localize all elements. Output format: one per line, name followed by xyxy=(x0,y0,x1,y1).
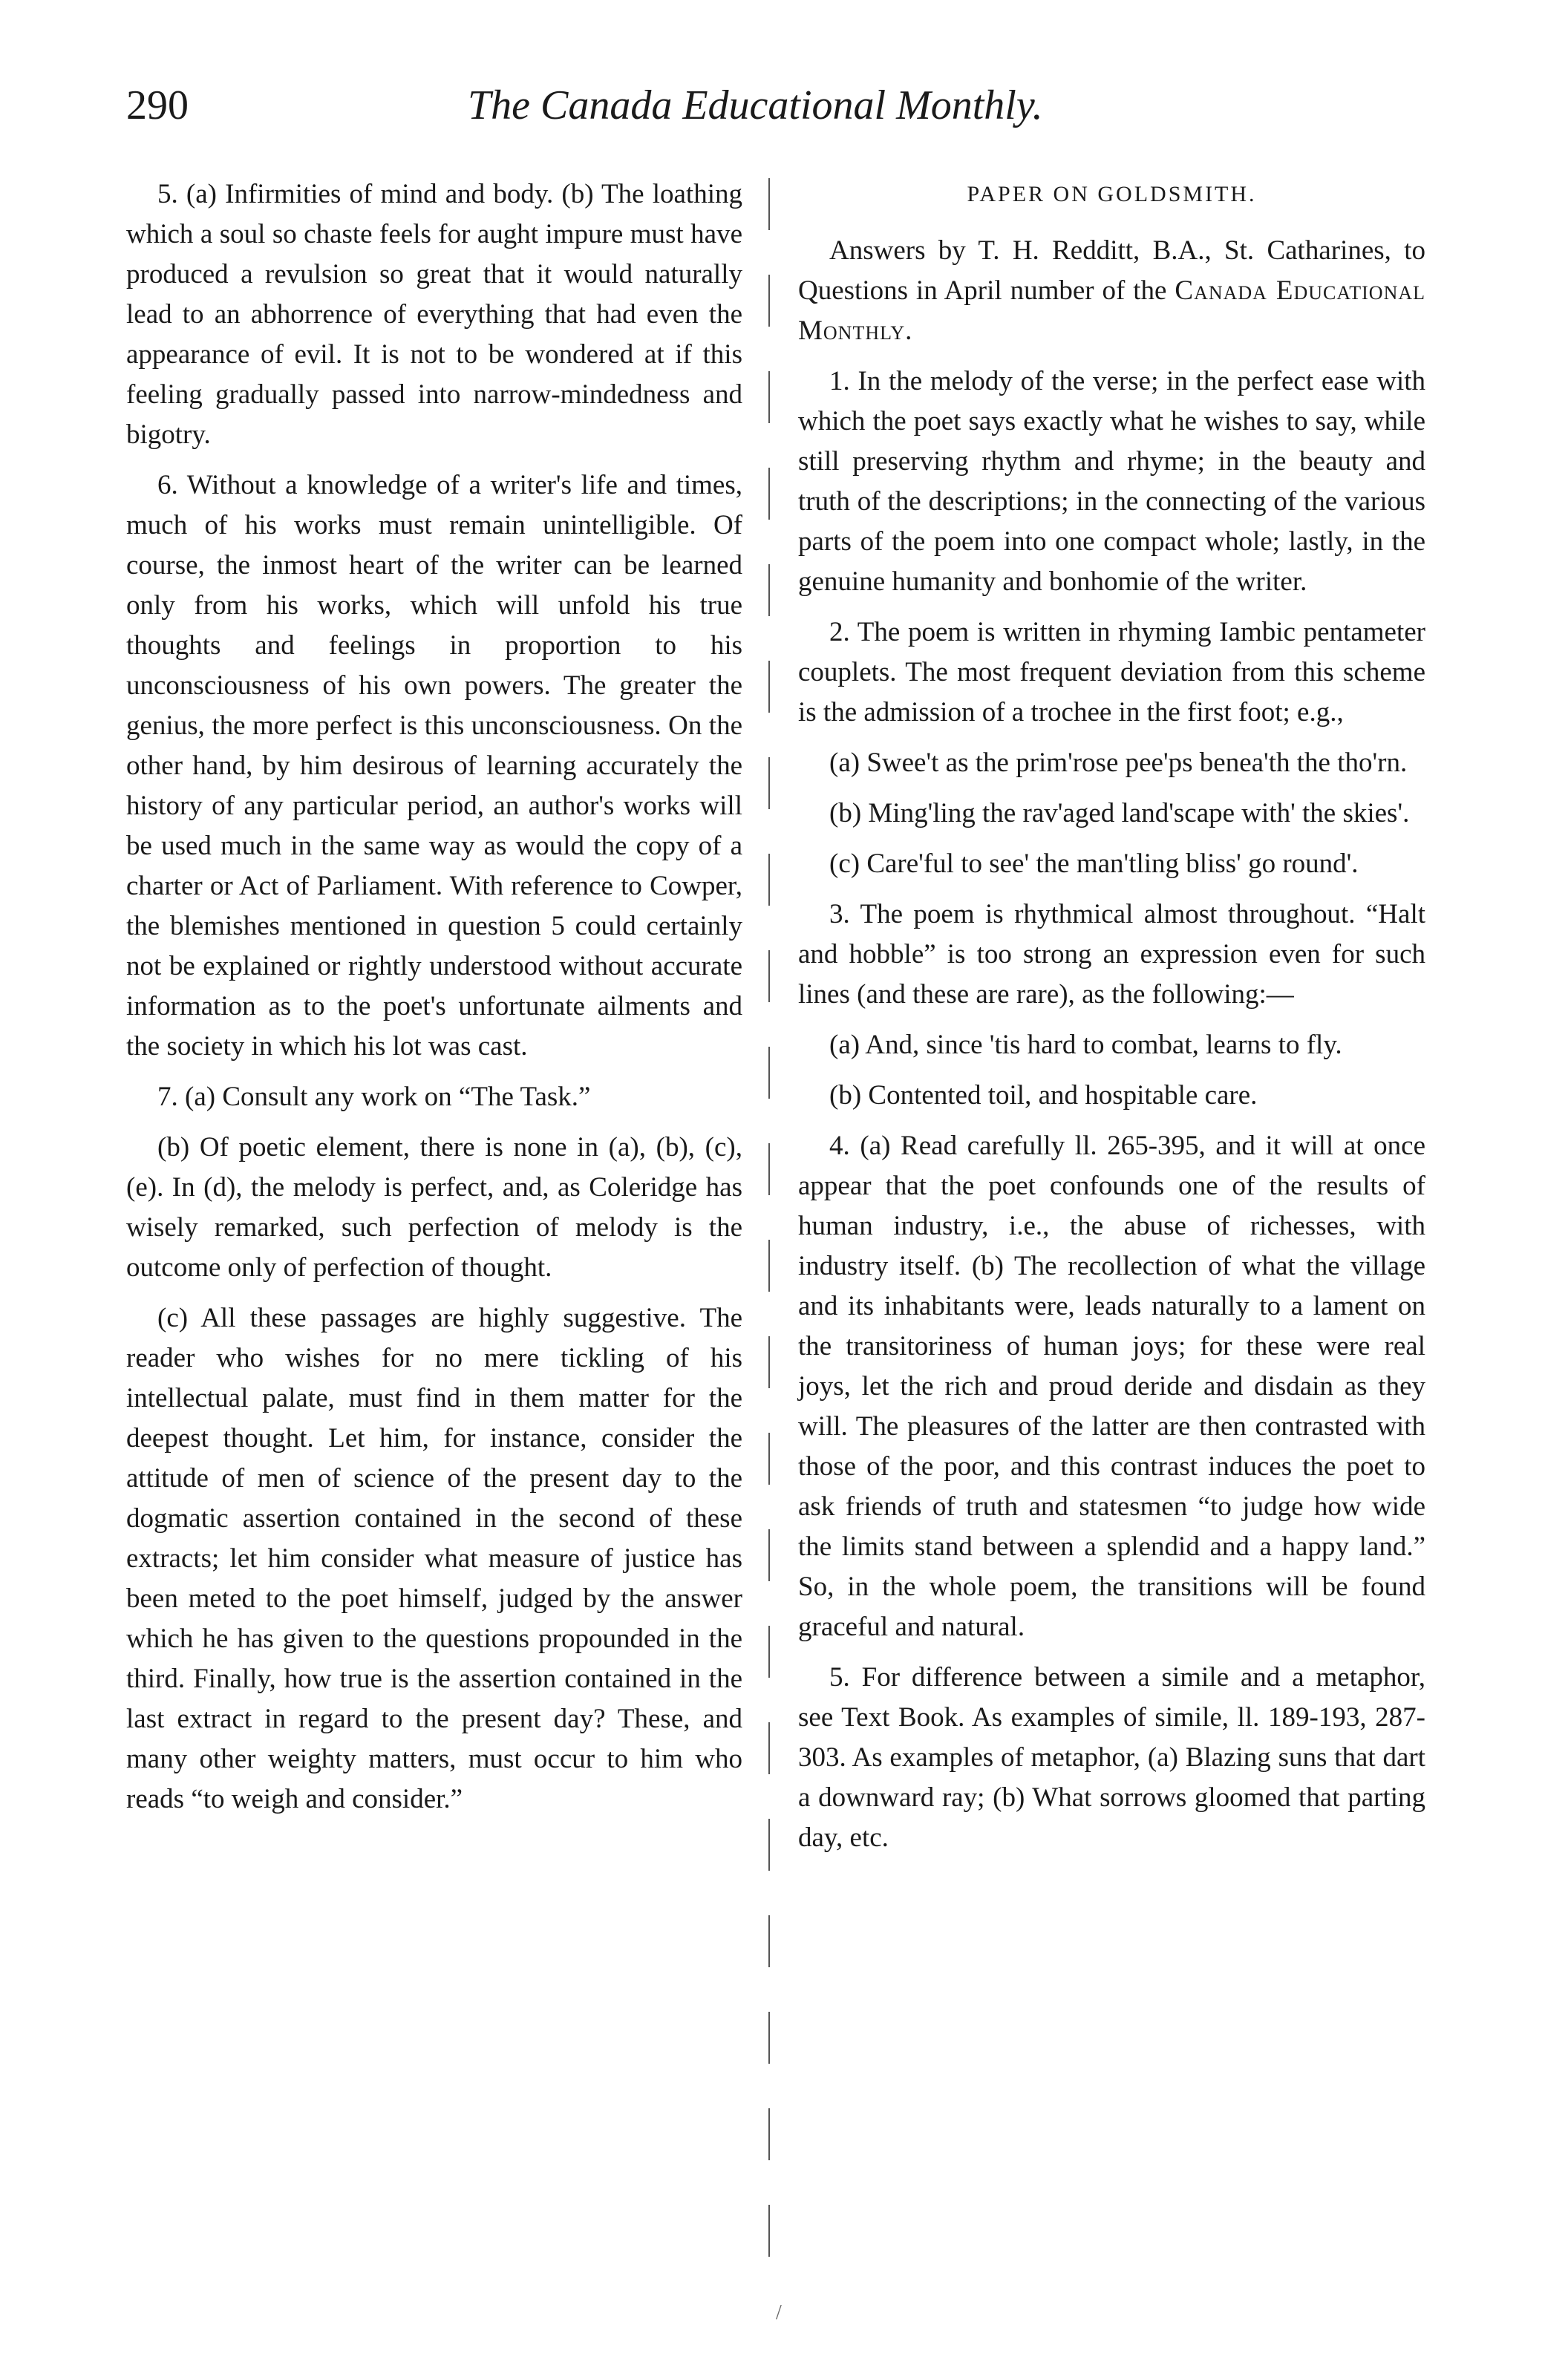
goldsmith-answer-2: 2. The poem is written in rhyming Iambic pentameter couplets. The most frequent deviation from this scheme is the admission of a trochee in the first foot; e.g., xyxy=(798,617,1425,728)
example-label: (b) xyxy=(829,798,862,828)
example-line: And, since 'tis hard to combat, learns to fly. xyxy=(865,1030,1342,1060)
column-divider xyxy=(768,178,770,2301)
example-line: Care'ful to see' the man'tling bliss' go round'. xyxy=(866,849,1359,879)
example-line: Contented toil, and hospitable care. xyxy=(868,1080,1258,1111)
left-column xyxy=(126,174,742,1830)
example-2a xyxy=(798,743,1425,783)
example-line: Ming'ling the rav'aged land'scape with' the skies'. xyxy=(868,798,1410,828)
answer-5: 5. (a) Infirmities of mind and body. (b) The loathing which a soul so chaste feels for aught impure must have produced a revulsion so great that it would naturally lead to an abhorrence of everything that had even the appearance of evil. It is not to be wondered at if this feeling gradually passed into narrow-mindedness and bigotry. xyxy=(126,179,742,450)
answer-7a: 7. (a) Consult any work on “The Task.” xyxy=(157,1082,591,1112)
journal-name-smallcaps: Canada Educational Monthly. xyxy=(798,275,1426,346)
example-label: (a) xyxy=(829,748,860,778)
page-mark: / xyxy=(776,2301,782,2324)
example-3b xyxy=(798,1076,1425,1116)
answer-6: 6. Without a knowledge of a writer's life and times, much of his works must remain unintelligible. Of course, the inmost heart of the writer can be learned only from his works, which will unfold his true thoughts and feelings in proportion to his unconsciousness of his own powers. The greater the genius, the more perfect is this unconsciousness. On the other hand, by him desirous of learning accurately the history of any particular period, an author's works will be used much in the same way as would the copy of a charter or Act of Parliament. With reference to Cowper, the blemishes mentioned in question 5 could certainly not be explained or rightly understood without accurate information as to the poet's unfortunate ailments and the society in which his lot was cast. xyxy=(126,470,742,1062)
section-title: PAPER ON GOLDSMITH. xyxy=(967,182,1257,206)
journal-title: The Canada Educational Monthly. xyxy=(468,82,1043,128)
example-label: (a) xyxy=(829,1030,860,1060)
answers-by xyxy=(798,231,1425,351)
example-3a xyxy=(798,1025,1425,1065)
answer-7b: (b) Of poetic element, there is none in (a), (b), (c), (e). In (d), the melody is perfect, and, as Coleridge has wisely remarked, such perfection of melody is the outcome only of perfection of thought. xyxy=(126,1132,742,1283)
example-2c xyxy=(798,844,1425,884)
right-column xyxy=(798,174,1425,1869)
goldsmith-answer-4: 4. (a) Read carefully ll. 265-395, and it will at once appear that the poet confounds one of the results of human industry, i.e., the abuse of richesses, with industry itself. (b) The recollection of what the village and its inhabitants were, leads naturally to a lament on the transitoriness of human joys; for these were real joys, let the rich and proud deride and disdain as they will. The pleasures of the latter are then contrasted with those of the poor, and this contrast induces the poet to ask friends of truth and statesmen “to judge how wide the limits stand between a splendid and a happy land.” So, in the whole poem, the transitions will be found graceful and natural. xyxy=(798,1131,1425,1642)
page-number: 290 xyxy=(126,82,189,128)
answer-7c: (c) All these passages are highly suggestive. The reader who wishes for no mere tickling of his intellectual palate, must find in them matter for the deepest thought. Let him, for instance, consider the attitude of men of science of the present day to the dogmatic assertion contained in the second of these extracts; let him consider what measure of justice has been meted to the poet himself, judged by the answer which he has given to the questions propounded in the third. Finally, how true is the assertion contained in the last extract in regard to the present day? These, and many other weighty matters, must occur to him who reads “to weigh and consider.” xyxy=(126,1303,742,1814)
running-head xyxy=(126,82,1455,141)
goldsmith-answer-3: 3. The poem is rhythmical almost throughout. “Halt and hobble” is too strong an expression even for such lines (and these are rare), as the following:— xyxy=(798,899,1425,1010)
goldsmith-answer-5: 5. For difference between a simile and a metaphor, see Text Book. As examples of simile, ll. 189-193, 287-303. As examples of metaphor, (a) Blazing suns that dart a downward ray; (b) What sorrows gloomed that parting day, etc. xyxy=(798,1662,1425,1853)
example-2b xyxy=(798,794,1425,834)
example-label: (b) xyxy=(829,1080,862,1111)
example-line: Swee't as the prim'rose pee'ps benea'th the tho'rn. xyxy=(866,748,1408,778)
example-label: (c) xyxy=(829,849,860,879)
goldsmith-answer-1: 1. In the melody of the verse; in the perfect ease with which the poet says exactly what he wishes to say, while still preserving rhythm and rhyme; in the beauty and truth of the descriptions; in the connecting of the various parts of the poem into one compact whole; lastly, in the genuine humanity and bonhomie of the writer. xyxy=(798,366,1425,597)
answers-by-text: Answers by T. H. Redditt, B.A., St. Catharines, to Questions in April number of the xyxy=(798,235,1425,306)
